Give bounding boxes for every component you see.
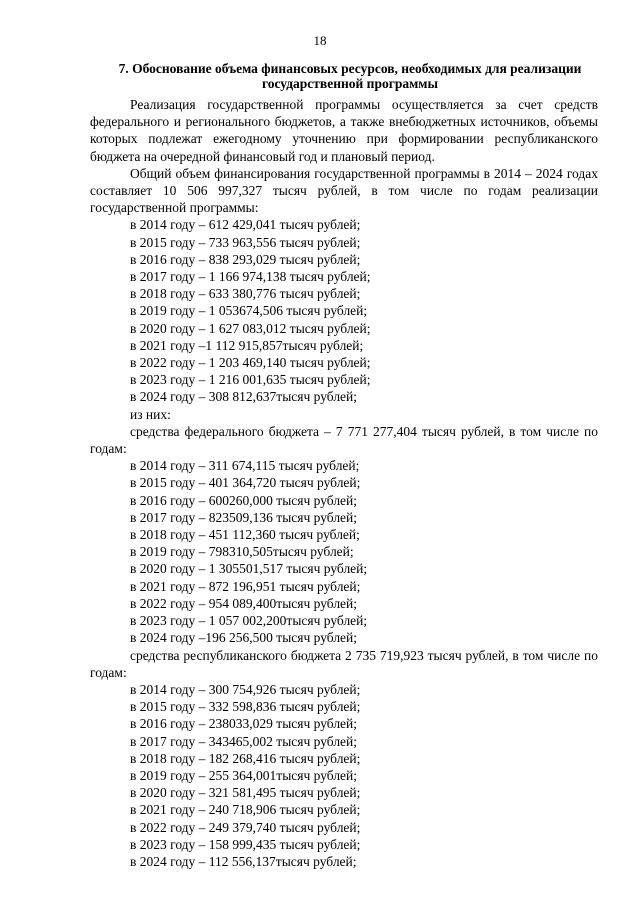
republic-budget-paragraph: средства республиканского бюджета 2 735 719,923 тысяч рублей, в том числе по годам: xyxy=(90,647,598,680)
list-item: в 2021 году – 240 718,906 тысяч рублей; xyxy=(130,802,361,818)
list-item: в 2016 году – 838 293,029 тысяч рублей; xyxy=(130,251,361,267)
list-item: в 2019 году – 798310,505тысяч рублей; xyxy=(130,544,354,560)
list-item: в 2020 году – 1 305501,517 тысяч рублей; xyxy=(130,561,368,577)
list-item: в 2024 году –196 256,500 тысяч рублей; xyxy=(130,630,358,646)
list-item: в 2015 году – 401 364,720 тысяч рублей; xyxy=(130,475,361,491)
list-item: в 2023 году – 1 057 002,200тысяч рублей; xyxy=(130,613,368,629)
total-by-year-list xyxy=(90,216,598,405)
list-item: в 2017 году – 823509,136 тысяч рублей; xyxy=(130,509,358,525)
list-item: в 2016 году – 238033,029 тысяч рублей; xyxy=(130,716,358,732)
page-number: 18 xyxy=(313,33,327,48)
list-item: в 2018 году – 182 268,416 тысяч рублей; xyxy=(130,750,361,766)
list-item: в 2022 году – 1 203 469,140 тысяч рублей; xyxy=(130,355,371,371)
republic-by-year-list xyxy=(90,681,598,870)
list-item: в 2014 году – 612 429,041 тысяч рублей; xyxy=(130,217,361,233)
federal-by-year-list xyxy=(90,457,598,646)
list-item: в 2024 году – 112 556,137тысяч рублей; xyxy=(130,853,357,869)
document-body xyxy=(90,96,598,870)
list-item: в 2020 году – 321 581,495 тысяч рублей; xyxy=(130,785,361,801)
list-item: в 2023 году – 1 216 001,635 тысяч рублей; xyxy=(130,372,371,388)
total-funding-paragraph: Общий объем финансирования государственной программы в 2014 – 2024 годах составляет 10 506 997,327 тысяч рублей, в том числе по годам реализации государственной программы: xyxy=(90,165,598,216)
list-item: в 2018 году – 451 112,360 тысяч рублей; xyxy=(130,527,360,543)
list-item: в 2022 году – 954 089,400тысяч рублей; xyxy=(130,595,358,611)
list-item: в 2021 году –1 112 915,857тысяч рублей; xyxy=(130,337,364,353)
list-item: в 2014 году – 300 754,926 тысяч рублей; xyxy=(130,681,361,697)
list-item: в 2017 году – 343465,002 тысяч рублей; xyxy=(130,733,358,749)
list-item: в 2020 году – 1 627 083,012 тысяч рублей; xyxy=(130,320,371,336)
list-item: в 2019 году – 1 053674,506 тысяч рублей; xyxy=(130,303,368,319)
list-item: в 2016 году – 600260,000 тысяч рублей; xyxy=(130,492,358,508)
list-item: в 2015 году – 332 598,836 тысяч рублей; xyxy=(130,699,361,715)
intro-paragraph: Реализация государственной программы осуществляется за счет средств федерального и регионального бюджетов, а также внебюджетных источников, объемы которых подлежат ежегодному уточнению при формировании республиканского бюджета на очередной финансовый год и плановый период. xyxy=(90,97,598,164)
list-item: в 2021 году – 872 196,951 тысяч рублей; xyxy=(130,578,361,594)
of-them-label: из них: xyxy=(130,406,171,422)
federal-budget-paragraph: средства федерального бюджета – 7 771 277,404 тысяч рублей, в том числе по годам: xyxy=(90,423,598,457)
section-heading: 7. Обоснование объема финансовых ресурсов, необходимых для реализации государственной программы xyxy=(118,61,582,91)
list-item: в 2022 году – 249 379,740 тысяч рублей; xyxy=(130,819,361,835)
list-item: в 2014 году – 311 674,115 тысяч рублей; xyxy=(130,458,360,474)
list-item: в 2015 году – 733 963,556 тысяч рублей; xyxy=(130,234,361,250)
list-item: в 2019 году – 255 364,001тысяч рублей; xyxy=(130,767,358,783)
list-item: в 2023 году – 158 999,435 тысяч рублей; xyxy=(130,836,361,852)
list-item: в 2018 году – 633 380,776 тысяч рублей; xyxy=(130,286,361,302)
list-item: в 2024 году – 308 812,637тысяч рублей; xyxy=(130,389,358,405)
list-item: в 2017 году – 1 166 974,138 тысяч рублей; xyxy=(130,269,371,285)
